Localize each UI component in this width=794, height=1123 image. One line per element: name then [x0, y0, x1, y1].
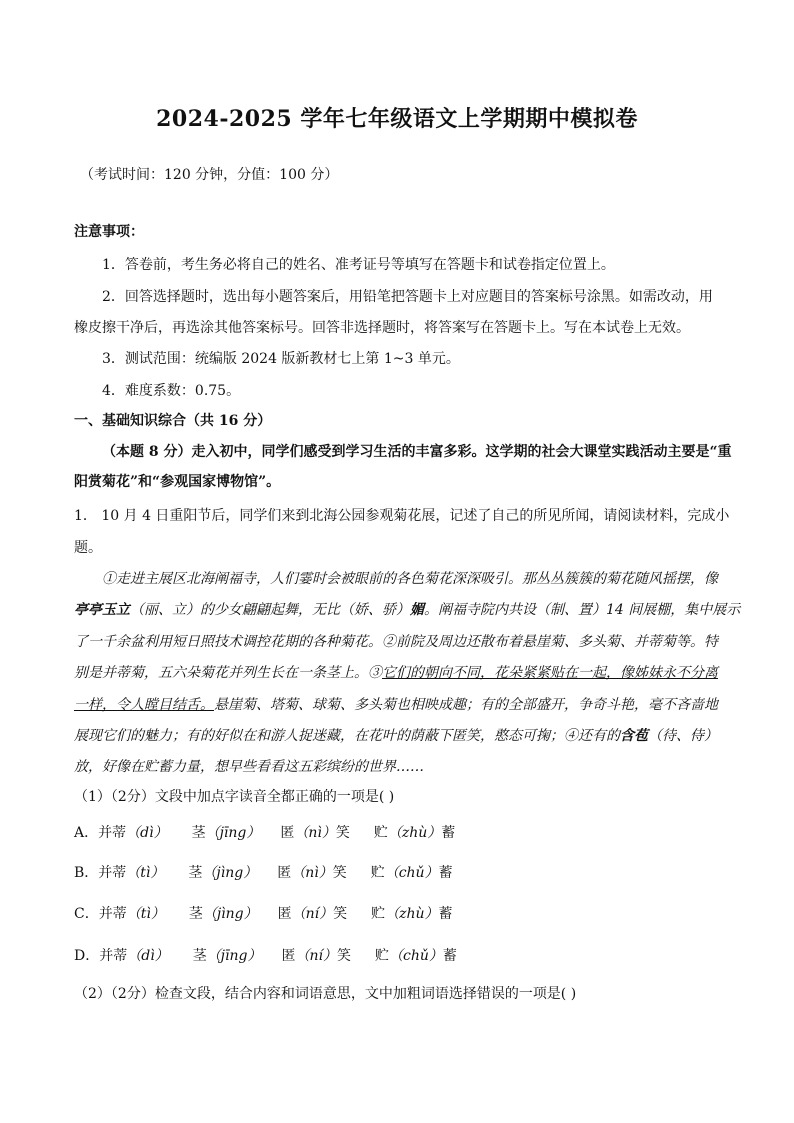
passage-text: 展现它们的魅力；有的好似在和游人捉迷藏，在花叶的荫蔽下匿笑，憨态可掬；④还有的 [74, 728, 620, 744]
pinyin: （jīng） [205, 825, 261, 841]
pinyin: （nì） [291, 865, 333, 881]
option-b [74, 862, 453, 882]
pinyin: （jìng） [202, 865, 258, 881]
option-word: 笑 [333, 906, 348, 922]
pinyin: （jīng） [206, 948, 262, 964]
passage-line [74, 599, 740, 619]
underlined-sentence: 一样，令人瞠目结舌。 [74, 697, 214, 713]
section-heading: 一、基础知识综合（共 16 分） [74, 413, 272, 429]
pinyin: （tì） [126, 865, 165, 881]
passage-line: 了一千余盆利用短日照技术调控花期的各种菊花。②前院及周边还散布着悬崖菊、多头菊、并蒂菊等。特 [74, 634, 718, 650]
pinyin: （ní） [291, 906, 334, 922]
passage-line: ①走进主展区北海阐福寺，人们霎时会被眼前的各色菊花深深吸引。那丛丛簇簇的菊花随风摇摆，像 [102, 571, 718, 587]
notice-item: 1．答卷前，考生务必将自己的姓名、准考证号等填写在答题卡和试卷指定位置上。 [102, 257, 615, 273]
option-word: 茎 [188, 906, 203, 922]
option-label: C．并蒂 [74, 906, 127, 922]
notice-item: 3．测试范围：统编版 2024 版新教材七上第 1~3 单元。 [102, 351, 460, 367]
option-word: 贮 [374, 948, 389, 964]
option-word: 笑 [336, 948, 351, 964]
section-intro: （本题 8 分）走入初中，同学们感受到学习生活的丰富多彩。这学期的社会大课堂实践活动主要是“重 [102, 444, 732, 460]
notice-item: 4．难度系数：0.75。 [102, 383, 241, 399]
question-1: 1． 10 月 4 日重阳节后，同学们来到北海公园参观菊花展，记述了自己的所见所闻，请阅读材料，完成小 [74, 508, 730, 524]
option-word: 笑 [335, 825, 350, 841]
pinyin: （ní） [295, 948, 337, 964]
passage-text: （丽、立）的少女翩翩起舞，无比（娇、骄） [130, 602, 410, 618]
option-word: 蓄 [438, 865, 453, 881]
option-label: D．并蒂 [74, 948, 128, 964]
option-word: 匿 [277, 906, 292, 922]
bold-word: 亭亭玉立 [74, 602, 130, 618]
notice-item: 橡皮擦干净后，再选涂其他答案标号。回答非选择题时，将答案写在答题卡上。写在本试卷上无效。 [74, 320, 690, 336]
option-word: 茎 [188, 865, 203, 881]
bold-word: 媚 [410, 602, 424, 618]
option-d [74, 945, 457, 965]
pinyin: （nì） [294, 825, 336, 841]
option-a [74, 822, 455, 842]
pinyin: （zhù） [385, 906, 439, 922]
exam-info: （考试时间：120 分钟，分值：100 分） [80, 167, 339, 183]
option-word: 笑 [332, 865, 347, 881]
option-word: 茎 [192, 948, 207, 964]
passage-text: 别是并蒂菊，五六朵菊花并列生长在一条茎上。③ [74, 665, 382, 681]
underlined-sentence: 它们的朝向不同，花朵紧紧贴在一起，像姊妹永不分离 [382, 665, 718, 681]
option-word: 匿 [277, 865, 292, 881]
option-word: 匿 [281, 948, 296, 964]
sub-question-1: （1）（2分）文段中加点字读音全都正确的一项是( ) [74, 789, 395, 805]
pinyin: （chǔ） [384, 865, 439, 881]
option-label: B．并蒂 [74, 865, 127, 881]
option-word: 贮 [373, 825, 388, 841]
option-word: 蓄 [441, 825, 456, 841]
notice-heading: 注意事项： [74, 224, 144, 240]
passage-line [74, 725, 718, 745]
option-word: 蓄 [438, 906, 453, 922]
option-word: 贮 [370, 865, 385, 881]
option-word: 贮 [371, 906, 386, 922]
sub-question-2: （2）（2分）检查文段，结合内容和词语意思，文中加粗词语选择错误的一项是( ) [74, 986, 577, 1002]
notice-item: 2．回答选择题时，选出每小题答案后，用铅笔把答题卡上对应题目的答案标号涂黑。如需改动，用 [102, 289, 713, 305]
option-c [74, 903, 453, 923]
passage-text: 悬崖菊、塔菊、球菊、多头菊也相映成趣；有的全部盛开，争奇斗艳，毫不吝啬地 [214, 697, 718, 713]
bold-word: 含苞 [620, 728, 648, 744]
passage-line: 放，好像在贮蓄力量，想早些看看这五彩缤纷的世界…… [74, 759, 424, 775]
pinyin: （jìng） [202, 906, 258, 922]
section-intro: 阳赏菊花”和“参观国家博物馆”。 [74, 474, 281, 490]
passage-line [74, 662, 718, 682]
option-word: 蓄 [442, 948, 457, 964]
pinyin: （dì） [126, 825, 168, 841]
option-word: 匿 [280, 825, 295, 841]
passage-line [74, 694, 718, 714]
option-word: 茎 [191, 825, 206, 841]
pinyin: （dì） [127, 948, 169, 964]
passage-text: （待、侍） [648, 728, 718, 744]
pinyin: （chǔ） [388, 948, 443, 964]
pinyin: （zhù） [387, 825, 442, 841]
pinyin: （tì） [126, 906, 165, 922]
passage-text: 。阐福寺院内共设（制、置）14 间展棚，集中展示 [424, 602, 741, 618]
option-label: A．并蒂 [74, 825, 127, 841]
page-title: 2024-2025 学年七年级语文上学期期中模拟卷 [156, 106, 638, 132]
question-1: 题。 [74, 540, 102, 556]
